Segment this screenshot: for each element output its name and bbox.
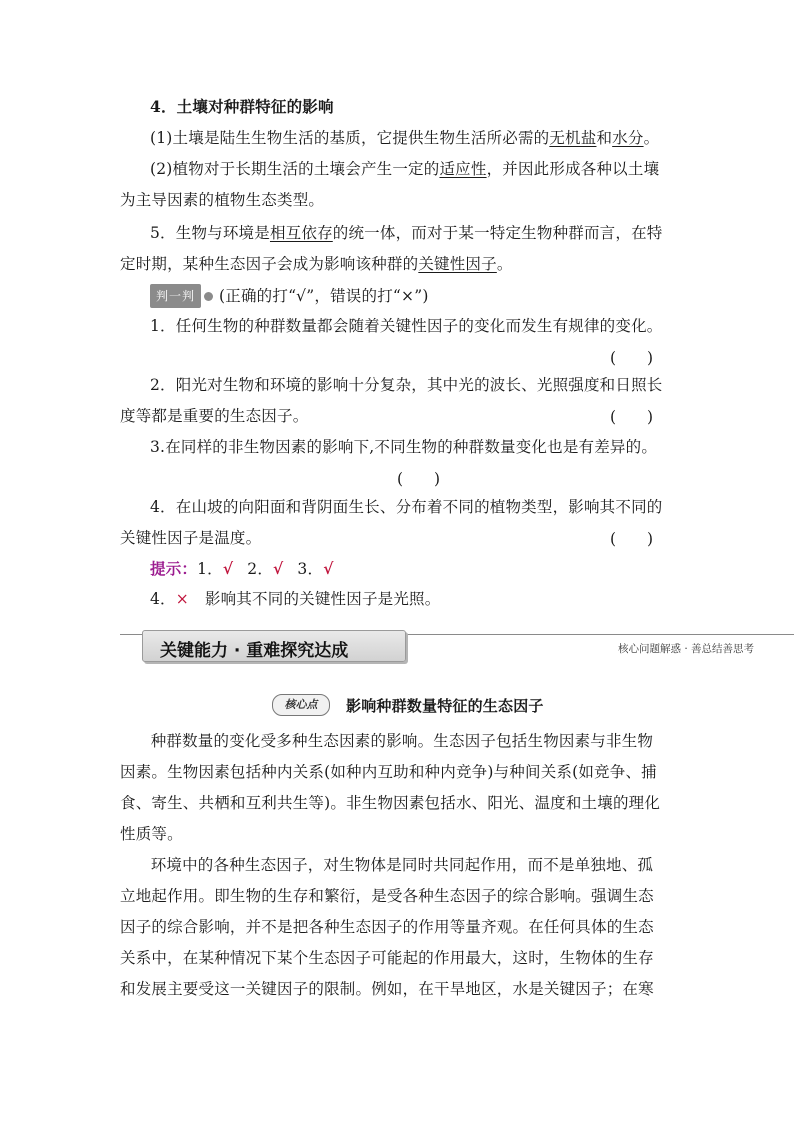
key-term-interdependence: 相互依存: [269, 224, 333, 242]
judge-header: [150, 284, 429, 308]
check-icon: √: [323, 559, 334, 578]
hint-number: 3．: [297, 560, 324, 578]
body-p2-line-1: 环境中的各种生态因子，对生物体是同时共同起作用，而不是单独地、孤: [135, 856, 654, 874]
body-p2-line-2: 立地起作用。即生物的生存和繁衍，是受各种生态因子的综合影响。强调生态: [120, 887, 654, 905]
check-icon: √: [273, 559, 284, 578]
body-p1-line-3: 食、寄生、共栖和互利共生等)。非生物因素包括水、阳光、温度和土壤的理化: [120, 794, 661, 812]
text-run: 和: [596, 129, 613, 147]
question-4-line-2: 关键性因子是温度。: [120, 529, 262, 547]
answer-paren-3[interactable]: ( ): [397, 470, 441, 488]
hint-number: 4．: [150, 590, 176, 608]
answer-paren-4[interactable]: ( ): [610, 530, 654, 548]
key-term-inorganic-salt: 无机盐: [549, 129, 597, 147]
text-run: (1)土壤是陆生生物生活的基质，它提供生物生活所必需的: [150, 129, 550, 147]
cross-icon: ×: [175, 590, 189, 608]
text-run: 。: [496, 255, 513, 273]
text-run: 的统一体，而对于某一特定生物种群而言，在特: [332, 224, 663, 242]
hint-text: 影响其不同的关键性因子是光照。: [204, 590, 441, 608]
banner-subtitle: 核心问题解惑 · 善总结善思考: [618, 643, 755, 655]
hint-number: 1．: [197, 560, 223, 578]
question-2-line-2: 度等都是重要的生态因子。: [120, 407, 309, 425]
core-point-title: 影响种群数量特征的生态因子: [346, 697, 544, 715]
body-p1-line-4: 性质等。: [120, 825, 183, 843]
answer-paren-2[interactable]: ( ): [610, 408, 654, 426]
text-run: ，并因此形成各种以土壤: [486, 160, 660, 178]
question-1: 1．任何生物的种群数量都会随着关键性因子的变化而发生有规律的变化。: [150, 317, 663, 335]
question-4-line-1: 4．在山坡的向阳面和背阴面生长、分布着不同的植物类型，影响其不同的: [150, 498, 663, 516]
text-run: (2)植物对于长期生活的土壤会产生一定的: [150, 160, 440, 178]
body-p1-line-1: 种群数量的变化受多种生态因素的影响。生态因子包括生物因素与非生物: [135, 732, 654, 750]
section-5-line-2: [120, 253, 513, 275]
hint-line-4: [150, 588, 440, 610]
hint-line: [150, 558, 334, 580]
judge-instruction: (正确的打“√”，错误的打“×”): [219, 287, 429, 305]
body-p1-line-2: 因素。生物因素包括种内关系(如种内互助和种内竞争)与种间关系(如竞争、捕: [120, 763, 657, 781]
banner-title: 关键能力 · 重难探究达成: [160, 641, 349, 661]
question-2-line-1: 2．阳光对生物和环境的影响十分复杂，其中光的波长、光照强度和日照长: [150, 376, 663, 394]
section-4-heading: 4．土壤对种群特征的影响: [150, 97, 334, 116]
check-icon: √: [222, 559, 234, 578]
key-term-key-factor: 关键性因子: [418, 255, 497, 273]
hint-number: 2．: [247, 560, 274, 578]
body-p2-line-4: 关系中，在某种情况下某个生态因子可能起的作用最大，这时，生物体的生存: [120, 949, 654, 967]
section-5-line-1: [150, 222, 662, 244]
section-4-paragraph-2: [150, 158, 659, 180]
judge-badge: 判一判: [150, 284, 201, 308]
core-point-icon: 核心点: [272, 694, 330, 716]
key-term-adaptability: 适应性: [439, 160, 487, 178]
hint-label: 提示：: [150, 559, 198, 578]
question-3: 3.在同样的非生物因素的影响下,不同生物的种群数量变化也是有差异的。: [150, 438, 658, 456]
answer-paren-1[interactable]: ( ): [610, 349, 654, 367]
text-run: 。: [643, 129, 660, 147]
section-4-paragraph-2-line-2: 为主导因素的植物生态类型。: [120, 191, 325, 209]
section-4-paragraph-1: [150, 127, 659, 149]
text-run: 5．生物与环境是: [150, 224, 270, 242]
dot-icon: [204, 292, 213, 301]
body-p2-line-3: 因子的综合影响，并不是把各种生态因子的作用等量齐观。在任何具体的生态: [120, 918, 654, 936]
key-term-water: 水分: [612, 129, 644, 147]
body-p2-line-5: 和发展主要受这一关键因子的限制。例如，在干旱地区，水是关键因子；在寒: [120, 980, 654, 998]
text-run: 定时期，某种生态因子会成为影响该种群的: [120, 255, 419, 273]
